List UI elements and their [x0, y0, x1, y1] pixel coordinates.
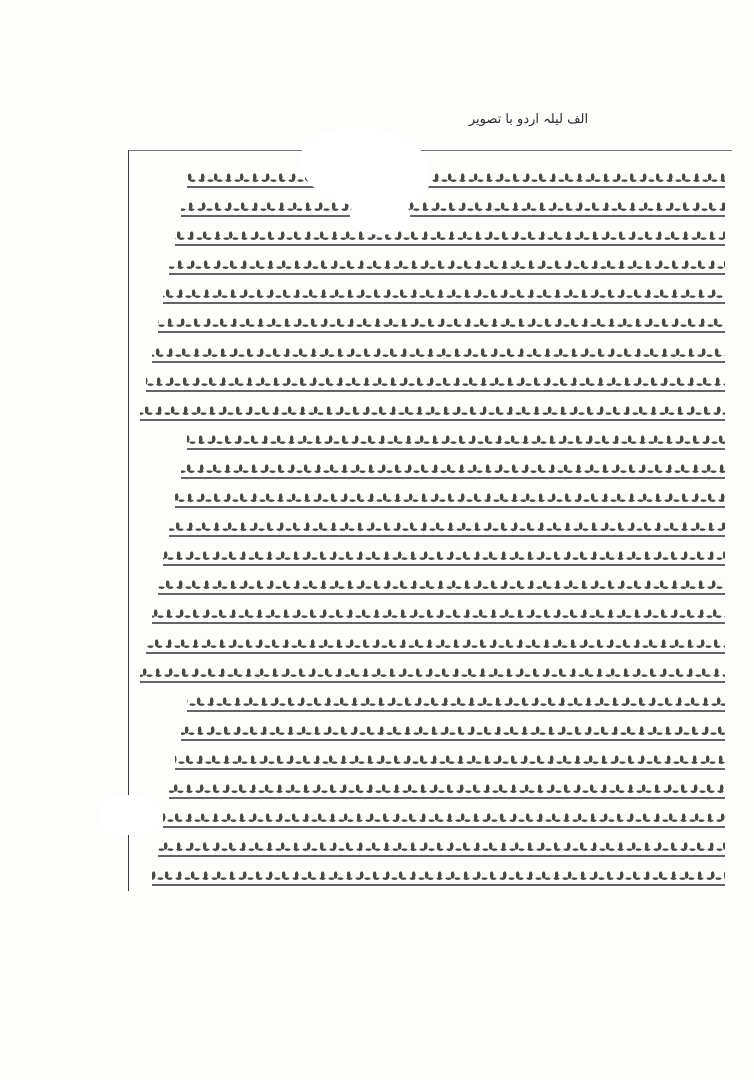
handwritten-script [152, 866, 725, 886]
handwritten-script [163, 808, 725, 828]
text-line [140, 276, 725, 305]
handwritten-script [163, 284, 725, 304]
handwritten-script [169, 255, 725, 275]
text-line [140, 335, 725, 364]
handwritten-script [140, 401, 725, 421]
text-line [140, 829, 725, 858]
blank-margin [0, 900, 754, 1080]
handwritten-script [140, 663, 725, 683]
text-line [140, 858, 725, 887]
handwritten-script [187, 168, 725, 188]
text-line [140, 247, 725, 276]
text-line [140, 742, 725, 771]
handwritten-script [152, 343, 725, 363]
text-line [140, 189, 725, 218]
text-line [140, 655, 725, 684]
text-line [140, 393, 725, 422]
handwritten-script [181, 459, 725, 479]
text-line [140, 218, 725, 247]
torn-paper-patch [100, 795, 160, 835]
text-line [140, 422, 725, 451]
handwritten-script [158, 837, 725, 857]
handwritten-script [146, 634, 725, 654]
handwritten-script [163, 546, 725, 566]
handwritten-script [146, 372, 725, 392]
handwritten-script [175, 488, 725, 508]
handwritten-script [187, 692, 725, 712]
handwritten-script [175, 750, 725, 770]
text-line [140, 364, 725, 393]
handwritten-script [169, 517, 725, 537]
text-line [140, 480, 725, 509]
text-line [140, 626, 725, 655]
urdu-text-body [140, 160, 725, 880]
handwritten-script [181, 197, 725, 217]
text-line [140, 596, 725, 625]
torn-paper-patch [350, 195, 410, 235]
handwritten-script [187, 430, 725, 450]
text-line [140, 160, 725, 189]
handwritten-script [169, 779, 725, 799]
header-caption: الف لیلہ اردو با تصویر [468, 112, 589, 127]
text-line [140, 684, 725, 713]
text-line [140, 800, 725, 829]
handwritten-script [158, 575, 725, 595]
text-line [140, 567, 725, 596]
text-line [140, 451, 725, 480]
handwritten-script [158, 313, 725, 333]
handwritten-script [181, 721, 725, 741]
text-line [140, 713, 725, 742]
text-line [140, 305, 725, 334]
text-line [140, 538, 725, 567]
handwritten-script [175, 226, 725, 246]
handwritten-script [152, 604, 725, 624]
text-line [140, 509, 725, 538]
text-line [140, 771, 725, 800]
